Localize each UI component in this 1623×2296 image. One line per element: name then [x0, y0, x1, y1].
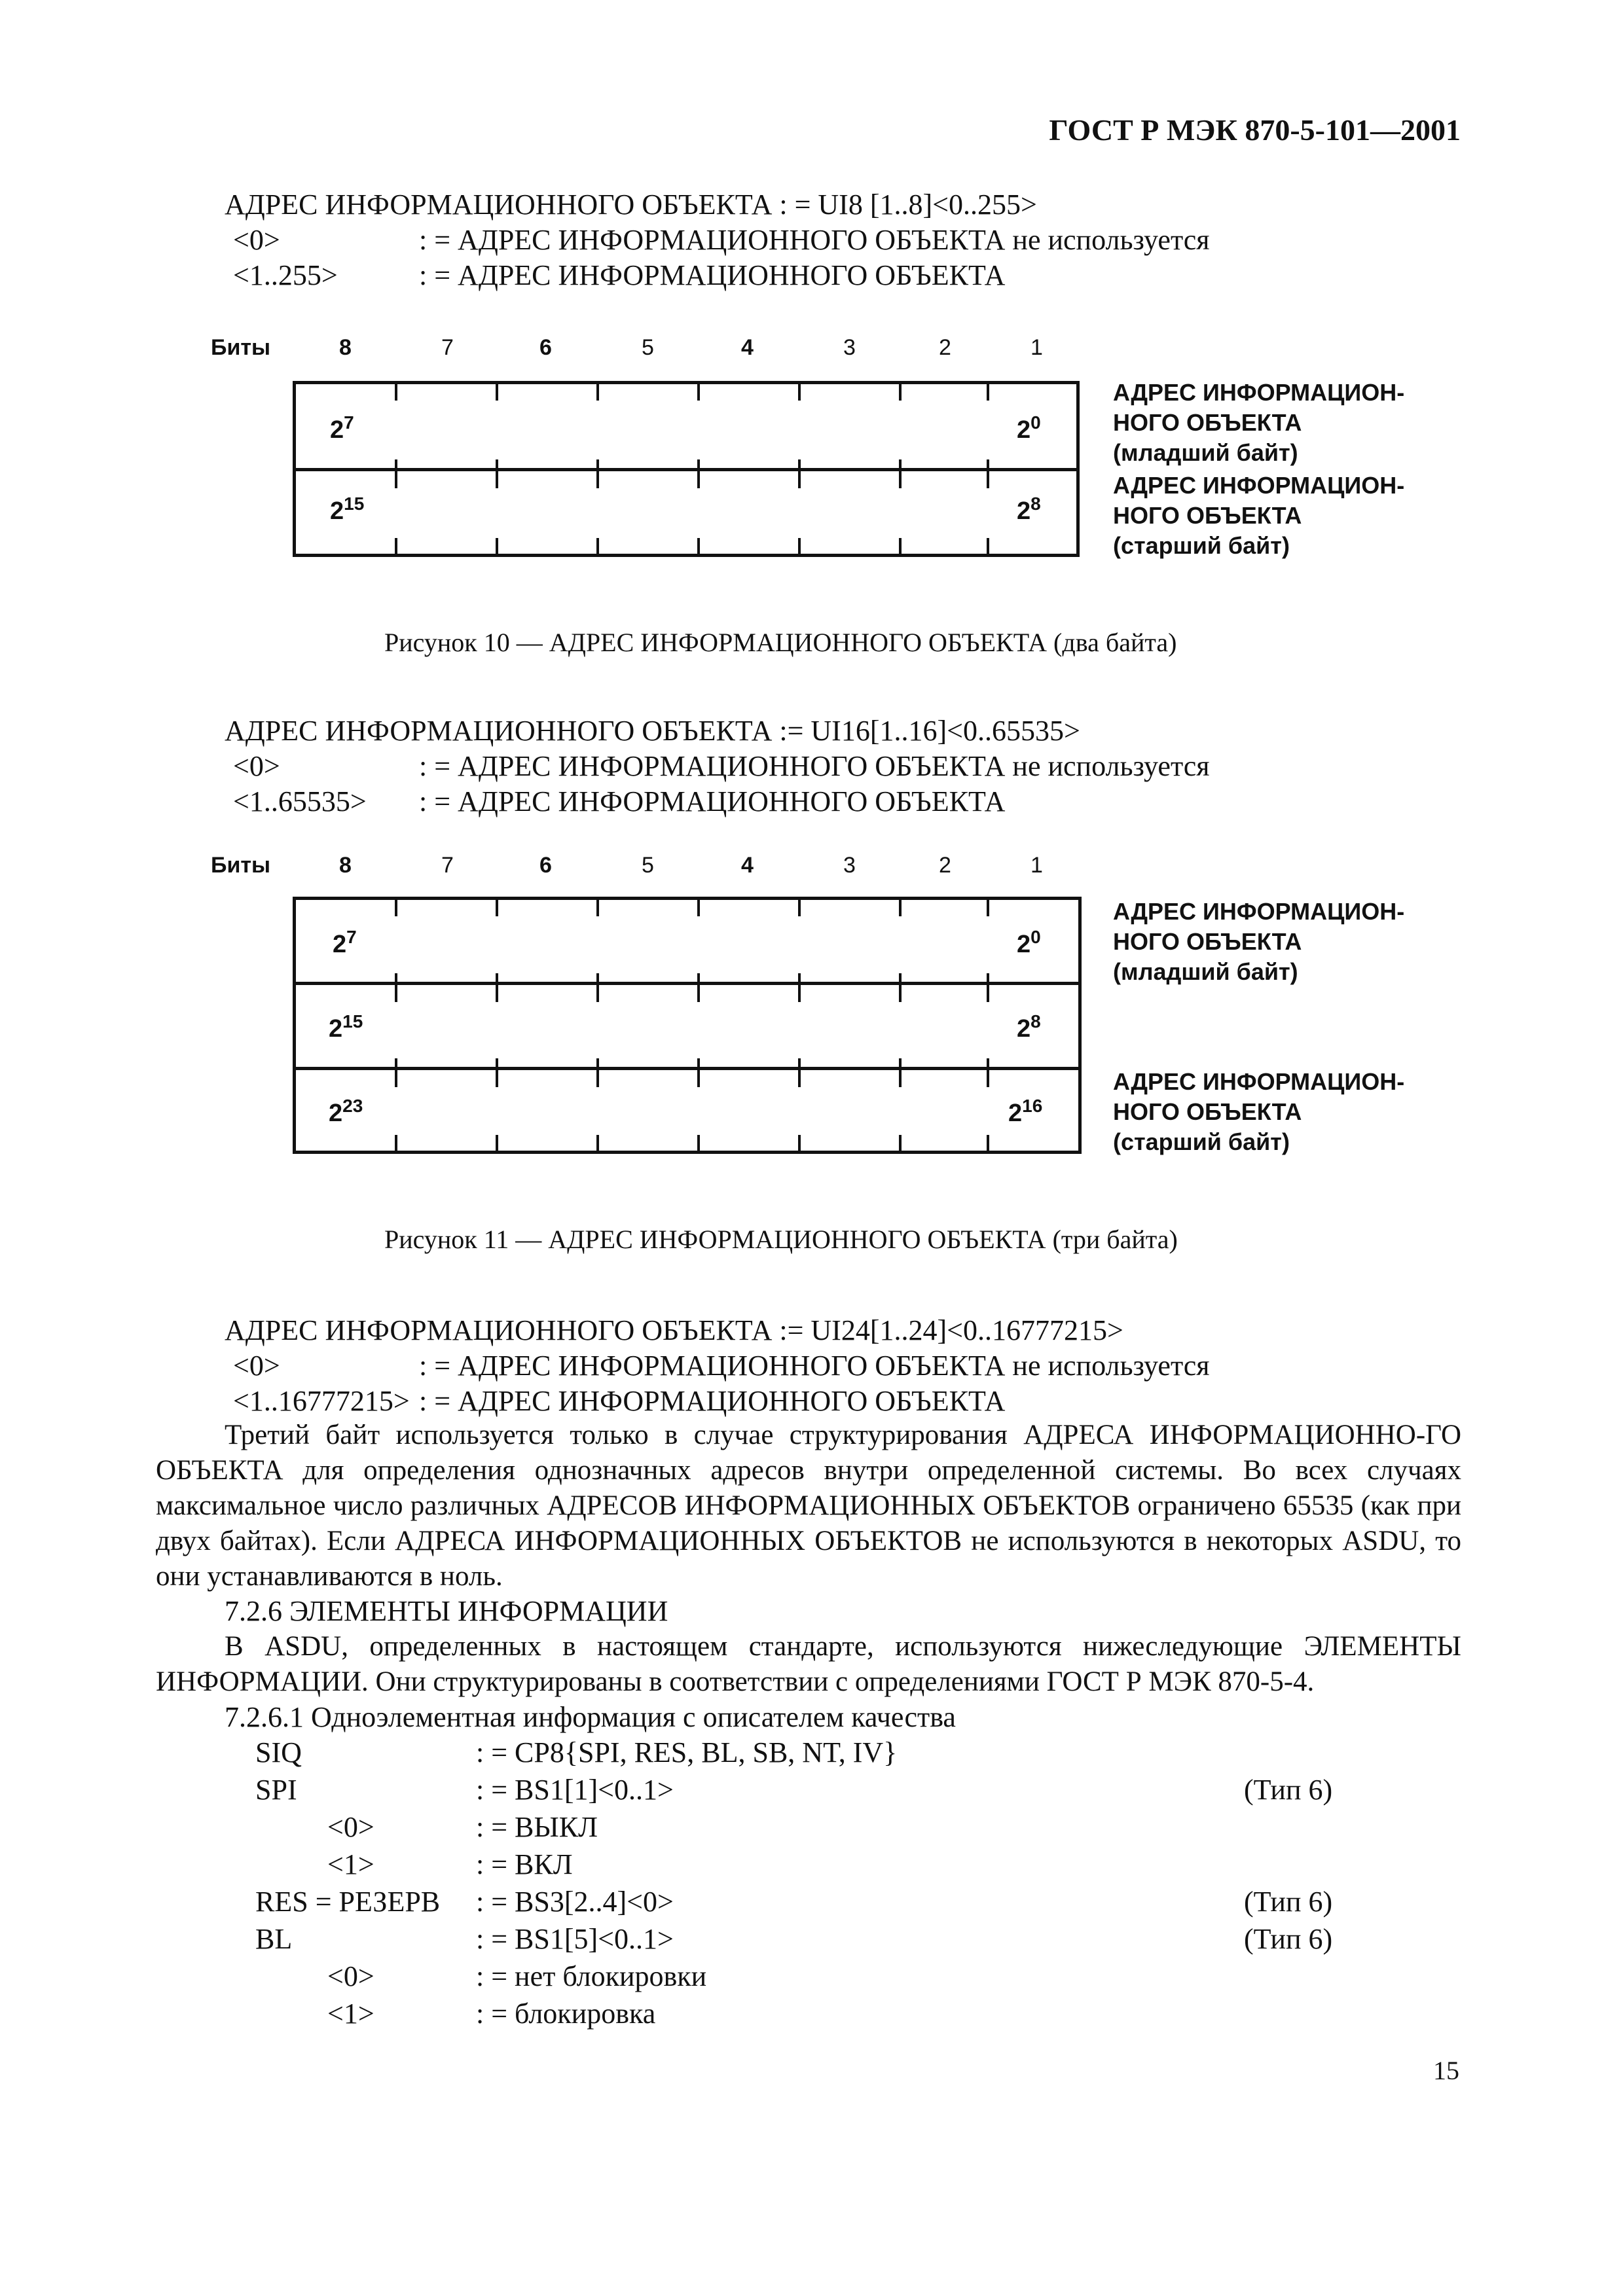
bit-weight-msb: $2^7$: [330, 412, 354, 444]
bit-number: 1: [1030, 335, 1043, 360]
octet-label-high: АДРЕС ИНФОРМАЦИОН- НОГО ОБЪЕКТА (старший байт): [1113, 1068, 1405, 1155]
definition-value: : = АДРЕС ИНФОРМАЦИОННОГО ОБЪЕКТА не используется: [419, 1350, 1210, 1382]
section-heading: 7.2.6 ЭЛЕМЕНТЫ ИНФОРМАЦИИ: [225, 1595, 668, 1627]
bit-number: 3: [843, 335, 856, 360]
definition-type: (Тип 6): [1244, 1923, 1333, 1955]
octet-divider: [293, 1067, 1082, 1070]
bit-number: 7: [441, 853, 454, 878]
bit-weight-lsb: $2^0$: [1017, 412, 1041, 444]
bit-number: 8: [339, 335, 352, 360]
figure-caption: Рисунок 11 — АДРЕС ИНФОРМАЦИОННОГО ОБЪЕКТА (три байта): [384, 1225, 1178, 1254]
bit-number: 5: [642, 853, 654, 878]
definition-line: АДРЕС ИНФОРМАЦИОННОГО ОБЪЕКТА := UI24[1..24]<0..16777215>: [225, 1314, 1123, 1346]
definition-key: <0>: [233, 750, 280, 782]
page-number: 15: [1433, 2056, 1459, 2085]
definition-name: <0>: [327, 1811, 374, 1843]
definition-name: SPI: [255, 1774, 297, 1806]
definition-type: (Тип 6): [1244, 1774, 1333, 1806]
octet-label-low: АДРЕС ИНФОРМАЦИОН- НОГО ОБЪЕКТА (младший байт): [1113, 379, 1405, 466]
definition-name: SIQ: [255, 1736, 302, 1768]
bit-weight-lsb: $2^{16}$: [1008, 1096, 1043, 1127]
definition-value: : = АДРЕС ИНФОРМАЦИОННОГО ОБЪЕКТА: [419, 785, 1006, 817]
bit-number: 1: [1030, 853, 1043, 878]
definition-value: : = BS3[2..4]<0>: [476, 1886, 674, 1918]
bit-number: 2: [939, 853, 951, 878]
definition-value: : = АДРЕС ИНФОРМАЦИОННОГО ОБЪЕКТА: [419, 1385, 1006, 1417]
definition-key: <1..255>: [233, 259, 338, 291]
subsection-heading: 7.2.6.1 Одноэлементная информация с описателем качества: [225, 1701, 956, 1733]
definition-value: : = ВЫКЛ: [476, 1811, 598, 1843]
octet-label-high: АДРЕС ИНФОРМАЦИОН- НОГО ОБЪЕКТА (старший байт): [1113, 472, 1405, 559]
bit-weight-lsb: $2^8$: [1017, 493, 1041, 525]
definition-type: (Тип 6): [1244, 1886, 1333, 1918]
definition-value: : = АДРЕС ИНФОРМАЦИОННОГО ОБЪЕКТА: [419, 259, 1006, 291]
bit-number: 4: [741, 853, 754, 878]
bit-weight-lsb: $2^0$: [1017, 927, 1041, 958]
definition-key: <1..16777215>: [233, 1385, 410, 1417]
definition-value: : = ВКЛ: [476, 1848, 573, 1880]
definition-name: <1>: [327, 1848, 374, 1880]
bit-number: 6: [539, 853, 552, 878]
octet-label-low: АДРЕС ИНФОРМАЦИОН- НОГО ОБЪЕКТА (младший байт): [1113, 898, 1405, 985]
octet-divider: [293, 982, 1082, 985]
definition-name: <0>: [327, 1960, 374, 1992]
bit-number: 6: [539, 335, 552, 360]
octet-frame: [293, 897, 1082, 1154]
definition-value: : = АДРЕС ИНФОРМАЦИОННОГО ОБЪЕКТА не используется: [419, 224, 1210, 256]
bit-number: 3: [843, 853, 856, 878]
bit-number: 4: [741, 335, 754, 360]
definition-name: <1>: [327, 1998, 374, 2030]
bit-number: 8: [339, 853, 352, 878]
bits-label: Биты: [211, 335, 271, 360]
bit-weight-msb: $2^{23}$: [329, 1096, 363, 1127]
octet-divider: [293, 468, 1080, 471]
definition-key: <0>: [233, 1350, 280, 1382]
bit-weight-lsb: $2^8$: [1017, 1011, 1041, 1043]
figure-caption: Рисунок 10 — АДРЕС ИНФОРМАЦИОННОГО ОБЪЕКТА (два байта): [384, 628, 1177, 657]
definition-name: BL: [255, 1923, 293, 1955]
bits-label: Биты: [211, 853, 271, 878]
bit-weight-msb: $2^{15}$: [329, 1011, 363, 1043]
document-header: ГОСТ Р МЭК 870-5-101—2001: [1049, 113, 1461, 147]
definition-line: АДРЕС ИНФОРМАЦИОННОГО ОБЪЕКТА : = UI8 [1..8]<0..255>: [225, 188, 1037, 221]
definition-value: : = BS1[5]<0..1>: [476, 1923, 674, 1955]
definition-key: <0>: [233, 224, 280, 256]
bit-weight-msb: $2^{15}$: [330, 493, 365, 525]
definition-key: <1..65535>: [233, 785, 367, 817]
definition-line: АДРЕС ИНФОРМАЦИОННОГО ОБЪЕКТА := UI16[1..16]<0..65535>: [225, 715, 1080, 747]
definition-value: : = блокировка: [476, 1998, 656, 2030]
definition-value: : = нет блокировки: [476, 1960, 707, 1992]
definition-name: RES = РЕЗЕРВ: [255, 1886, 441, 1918]
definition-value: : = АДРЕС ИНФОРМАЦИОННОГО ОБЪЕКТА не используется: [419, 750, 1210, 782]
definition-value: : = BS1[1]<0..1>: [476, 1774, 674, 1806]
bit-weight-msb: $2^7$: [333, 927, 357, 958]
bit-number: 5: [642, 335, 654, 360]
definition-value: : = CP8{SPI, RES, BL, SB, NT, IV}: [476, 1736, 898, 1768]
body-paragraph: В ASDU, определенных в настоящем стандарте, используются нижеследующие ЭЛЕМЕНТЫ ИНФОРМАЦИИ. Они структурированы в соответствии с определениями ГОСТ Р МЭК 870-5-4.: [156, 1631, 1461, 1697]
bit-number: 7: [441, 335, 454, 360]
bit-number: 2: [939, 335, 951, 360]
body-paragraph: Третий байт используется только в случае структурирования АДРЕСА ИНФОРМАЦИОННО-ГО ОБЪЕКТА для определения однозначных адресов внутри определенной системы. Во всех случаях максимальное число различных АДРЕСОВ ИНФОРМАЦИОННЫХ ОБЪЕКТОВ ограничено 65535 (как при двух байтах). Если АДРЕСА ИНФОРМАЦИОННЫХ ОБЪЕКТОВ не используются в некоторых ASDU, то они устанавливаются в ноль.: [156, 1420, 1461, 1592]
